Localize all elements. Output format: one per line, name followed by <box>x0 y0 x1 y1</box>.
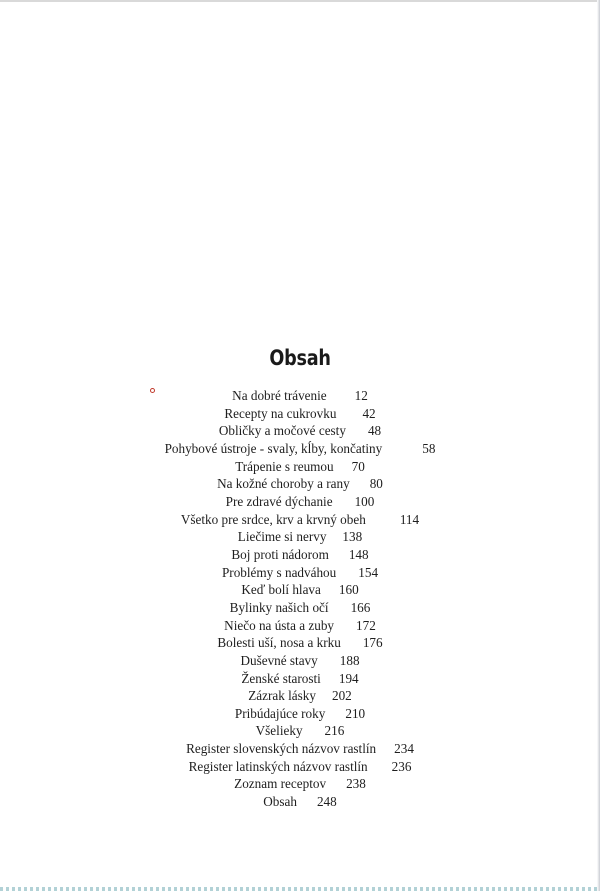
toc-entry-title: Problémy s nadváhou <box>221 564 337 580</box>
page-bottom-edge <box>0 887 600 891</box>
toc-entry <box>0 670 600 688</box>
contents-heading: Obsah <box>269 346 331 370</box>
toc-entry <box>0 528 600 546</box>
toc-entry <box>0 687 600 705</box>
toc-entry <box>0 617 600 635</box>
toc-entry <box>0 634 600 652</box>
toc-entry-page-number: 48 <box>367 423 382 439</box>
toc-entry <box>0 422 600 440</box>
toc-entry-page-number: 12 <box>354 388 368 403</box>
toc-entry-title: Všetko pre srdce, krv a krvný obeh <box>180 511 366 527</box>
toc-entry-page-number: 42 <box>362 405 376 421</box>
toc-entry-page-number: 238 <box>346 776 366 792</box>
toc-entry-title: Trápenie s reumou <box>235 458 334 474</box>
toc-entry-page-number: 160 <box>338 582 359 598</box>
toc-entry <box>0 564 600 582</box>
toc-entry-title: Obličky a močové cesty <box>218 423 346 439</box>
toc-entry-title: Pre zdravé dýchanie <box>225 493 333 509</box>
toc-entry-page-number: 154 <box>358 564 379 580</box>
toc-entry-title: Niečo na ústa a zuby <box>224 617 335 633</box>
toc-entry <box>0 511 600 529</box>
toc-entry-page-number: 216 <box>324 723 345 739</box>
toc-entry <box>0 599 600 617</box>
toc-entry-page-number: 114 <box>399 511 420 527</box>
toc-entry <box>0 387 600 405</box>
toc-entry-title: Zázrak lásky <box>248 688 316 704</box>
toc-entry-title: Na dobré trávenie <box>232 388 327 403</box>
toc-entry-title: Register slovenských názvov rastlín <box>186 741 377 757</box>
toc-entry-title: Ženské starosti <box>241 670 321 686</box>
table-of-contents <box>0 387 600 811</box>
toc-entry-page-number: 58 <box>422 440 436 456</box>
toc-entry-title: Všelieky <box>255 723 303 739</box>
toc-entry-page-number: 166 <box>350 599 371 615</box>
toc-entry <box>0 722 600 740</box>
toc-entry-title: Pribúdajúce roky <box>234 705 326 721</box>
toc-entry-title: Boj proti nádorom <box>231 546 329 562</box>
toc-entry-page-number: 236 <box>391 758 412 774</box>
toc-entry-page-number: 210 <box>345 705 366 721</box>
toc-entry-page-number: 100 <box>354 493 375 509</box>
toc-entry-title: Duševné stavy <box>240 652 318 668</box>
toc-entry <box>0 546 600 564</box>
toc-entry <box>0 458 600 476</box>
toc-entry <box>0 652 600 670</box>
toc-entry-page-number: 176 <box>362 635 383 651</box>
toc-entry-title: Na kožné choroby a rany <box>217 476 350 492</box>
toc-entry-title: Obsah <box>263 794 297 810</box>
toc-entry-page-number: 148 <box>348 546 369 562</box>
toc-entry-title: Bolesti uší, nosa a krku <box>217 635 341 651</box>
toc-entry-page-number: 202 <box>331 688 352 704</box>
toc-entry-title: Register latinských názvov rastlín <box>188 758 368 774</box>
toc-entry-page-number: 80 <box>369 476 383 492</box>
toc-entry-title: Recepty na cukrovku <box>224 405 337 421</box>
toc-entry-title: Pohybové ústroje - svaly, kĺby, končatiny <box>164 440 383 456</box>
toc-entry <box>0 405 600 423</box>
toc-entry-page-number: 194 <box>338 670 359 686</box>
toc-entry <box>0 475 600 493</box>
toc-entry-title: Zoznam receptov <box>234 776 327 792</box>
toc-entry-page-number: 172 <box>356 617 376 633</box>
toc-entry-page-number: 188 <box>339 652 360 668</box>
toc-entry <box>0 705 600 723</box>
toc-entry-title: Liečime si nervy <box>237 529 327 545</box>
toc-entry <box>0 440 600 458</box>
toc-entry <box>0 758 600 776</box>
toc-entry-page-number: 138 <box>342 529 363 545</box>
toc-entry <box>0 581 600 599</box>
toc-entry <box>0 740 600 758</box>
page-top-edge <box>0 0 600 2</box>
toc-entry <box>0 775 600 793</box>
toc-entry-title: Keď bolí hlava <box>241 582 321 598</box>
toc-entry-title: Bylinky našich očí <box>229 599 329 615</box>
toc-entry <box>0 793 600 811</box>
toc-entry-page-number: 70 <box>351 458 365 474</box>
toc-entry-page-number: 234 <box>394 741 414 757</box>
toc-entry-page-number: 248 <box>316 794 337 810</box>
toc-entry <box>0 493 600 511</box>
